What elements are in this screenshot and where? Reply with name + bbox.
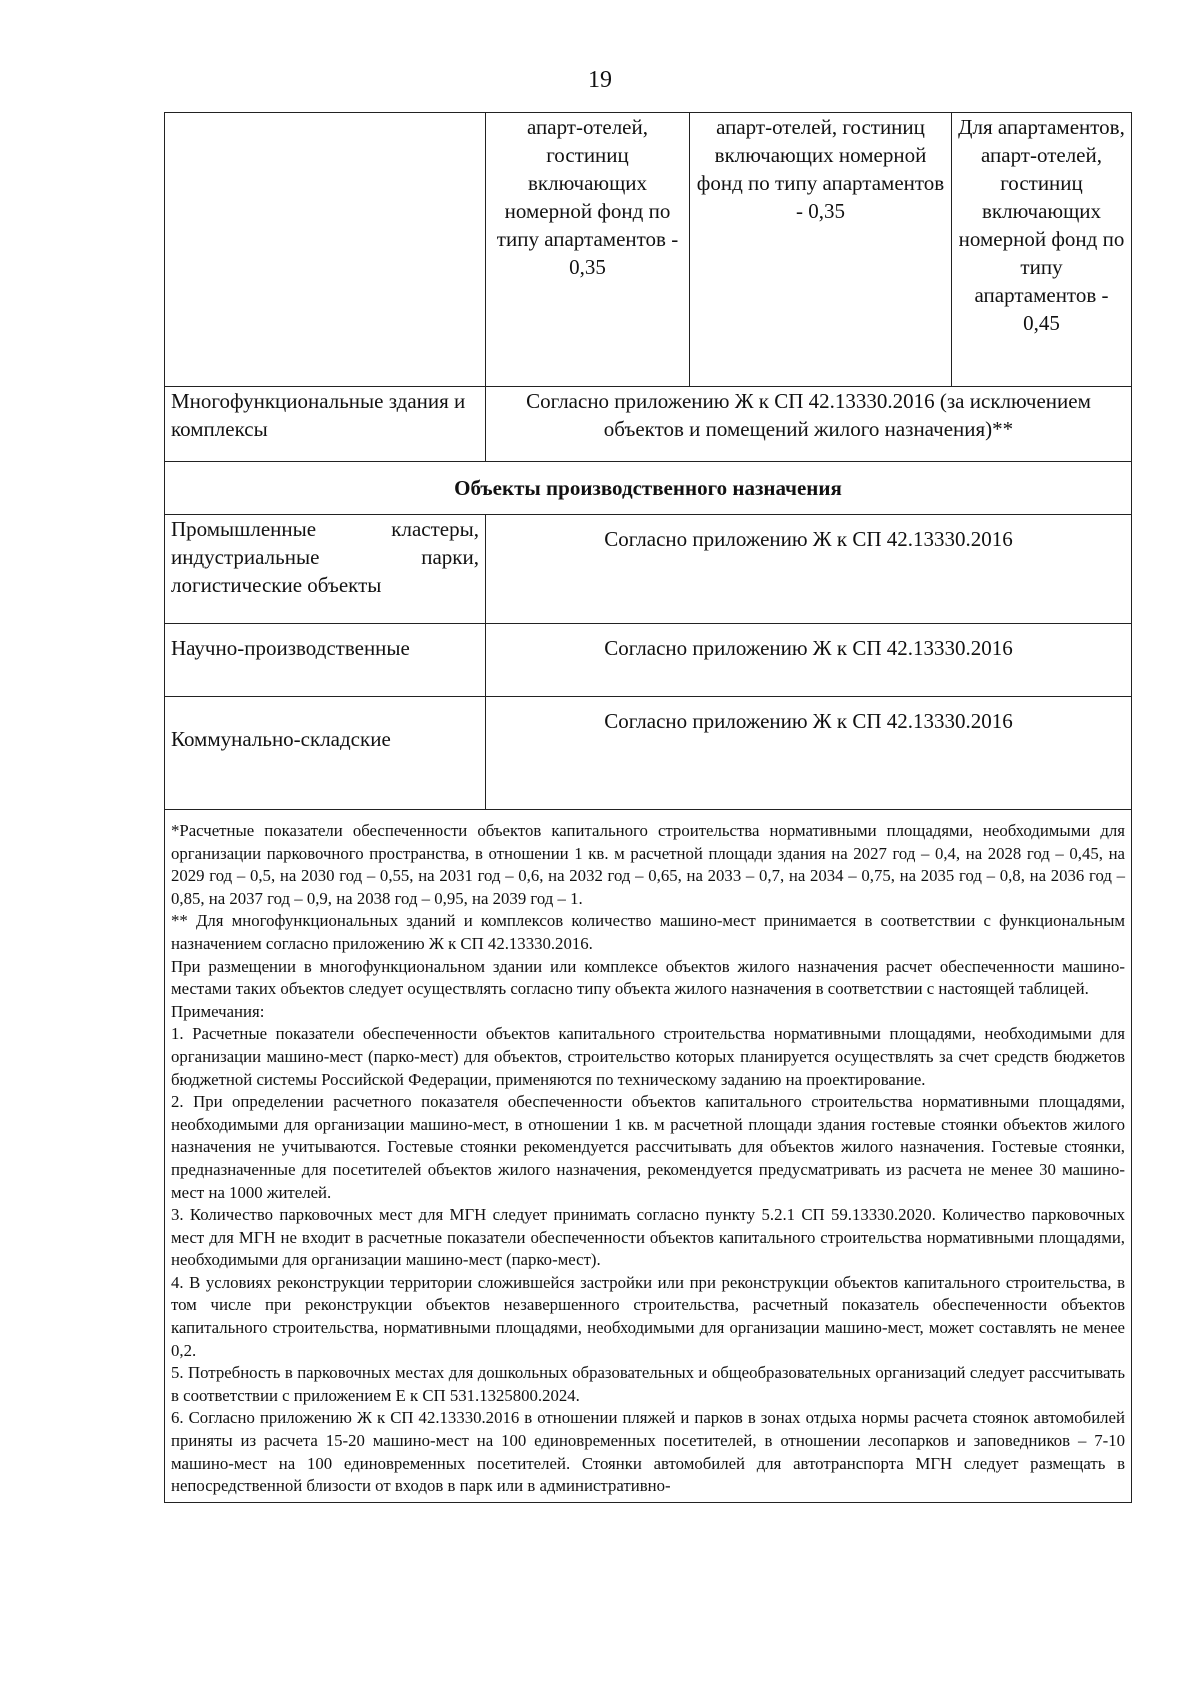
table-row-notes <box>165 810 1132 1503</box>
rates-cell-4: Для апартаментов, апарт-отелей, гостиниц включающих номерной фонд по типу апартаментов - 0,45 <box>952 113 1132 387</box>
communal-label: Коммунально-складские <box>165 697 486 810</box>
rates-cell-3: апарт-отелей, гостиниц включающих номерной фонд по типу апартаментов - 0,35 <box>690 113 952 387</box>
rates-cell-2: апарт-отелей, гостиниц включающих номерной фонд по типу апартаментов - 0,35 <box>486 113 690 387</box>
notes-heading: Примечания: <box>171 1001 265 1021</box>
science-label: Научно-производственные <box>165 624 486 697</box>
note-footnote-1: *Расчетные показатели обеспеченности объектов капитального строительства нормативными площадями, необходимыми для организации парковочного пространства, в отношении 1 кв. м расчетной площади здания на 2027 год – 0,4, на 2028 год – 0,45, на 2029 год – 0,5, на 2030 год – 0,55, на 2031 год – 0,6, на 2032 год – 0,65, на 2033 – 0,7, на 2034 – 0,75, на 2035 год – 0,8, на 2036 год – 0,85, на 2037 год – 0,9, на 2038 год – 0,95, на 2039 год – 1. <box>171 821 1125 908</box>
table-row-section <box>165 462 1132 515</box>
industrial-value: Согласно приложению Ж к СП 42.13330.2016 <box>486 515 1132 624</box>
note-item-1: 1. Расчетные показатели обеспеченности объектов капитального строительства нормативными площадями, необходимыми для организации машино-мест (парко-мест) для объектов, строительство которых планируется осуществлять за счет средств бюджетов бюджетной системы Российской Федерации, применяются по техническому заданию на проектирование. <box>171 1024 1125 1089</box>
note-residential: При размещении в многофункциональном здании или комплексе объектов жилого назначения расчет обеспеченности машино-местами таких объектов следует осуществлять согласно типу объекта жилого назначения в соответствии с настоящей таблицей. <box>171 956 1125 999</box>
science-value: Согласно приложению Ж к СП 42.13330.2016 <box>486 624 1132 697</box>
section-title: Объекты производственного назначения <box>165 462 1132 515</box>
notes-cell <box>165 810 1132 1503</box>
table-row-multifunctional <box>165 387 1132 462</box>
note-item-6: 6. Согласно приложению Ж к СП 42.13330.2016 в отношении пляжей и парков в зонах отдыха нормы расчета стоянок автомобилей приняты из расчета 15-20 машино-мест на 100 единовременных посетителей, в отношении лесопарков и заповедников – 7-10 машино-мест на 100 единовременных посетителей. Стоянки автомобилей для автотранспорта МГН следует размещать в непосредственной близости от входов в парк или в административно- <box>171 1408 1125 1496</box>
rates-empty-cell <box>165 113 486 387</box>
industrial-label-last: логистические объекты <box>171 573 382 597</box>
industrial-label-cell <box>165 515 486 624</box>
table-row-communal <box>165 697 1132 810</box>
communal-value: Согласно приложению Ж к СП 42.13330.2016 <box>486 697 1132 810</box>
table-row-industrial <box>165 515 1132 624</box>
multifunctional-value: Согласно приложению Ж к СП 42.13330.2016 (за исключением объектов и помещений жилого назначения)** <box>486 387 1132 462</box>
note-item-2: 2. При определении расчетного показателя обеспеченности объектов капитального строительства нормативными площадями, необходимыми для организации машино-мест, в отношении 1 кв. м расчетной площади здания гостевые стоянки объектов жилого назначения не учитываются. Гостевые стоянки рекомендуется рассчитывать для объектов жилого назначения. Гостевые стоянки, предназначенные для посетителей объектов жилого назначения, рекомендуется предусматривать из расчета не менее 30 машино-мест на 1000 жителей. <box>171 1092 1125 1202</box>
note-item-3: 3. Количество парковочных мест для МГН следует принимать согласно пункту 5.2.1 СП 59.13330.2020. Количество парковочных мест для МГН не входит в расчетные показатели обеспеченности объектов капитального строительства нормативными площадями, необходимыми для организации машино-мест (парко-мест). <box>171 1205 1125 1270</box>
parking-norms-table <box>164 112 1132 1503</box>
note-item-4: 4. В условиях реконструкции территории сложившейся застройки или при реконструкции объектов капитального строительства, в том числе при реконструкции объектов незавершенного строительства, расчетный показатель обеспеченности объектов капитального строительства, нормативными площадями, необходимыми для организации машино-мест, может составлять не менее 0,2. <box>171 1272 1125 1360</box>
note-item-5: 5. Потребность в парковочных местах для дошкольных образовательных и общеобразовательных организаций следует рассчитывать в соответствии с приложением Е к СП 531.1325800.2024. <box>171 1363 1125 1405</box>
note-footnote-2: ** Для многофункциональных зданий и комплексов количество машино-мест принимается в соответствии с функциональным назначением согласно приложению Ж к СП 42.13330.2016. <box>171 911 1125 953</box>
page-number: 19 <box>588 67 612 93</box>
table-row-science <box>165 624 1132 697</box>
industrial-label: Промышленные кластеры, индустриальные парки, <box>171 517 479 569</box>
multifunctional-label: Многофункциональные здания и комплексы <box>165 387 486 462</box>
table-row-rates <box>165 113 1132 387</box>
